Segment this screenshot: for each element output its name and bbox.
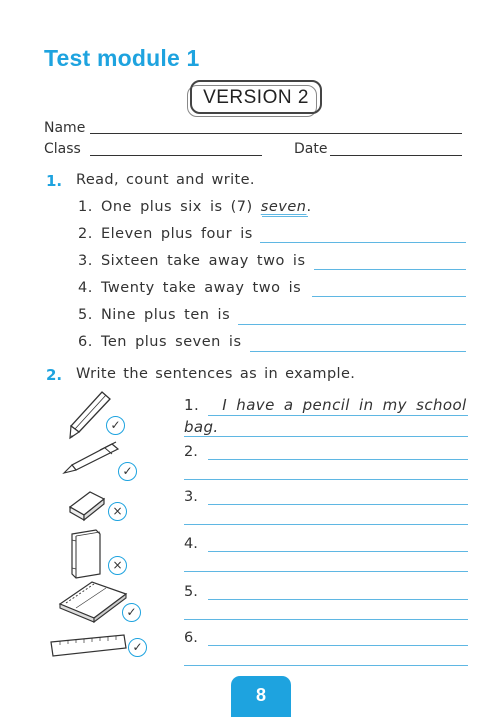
book-icon: [66, 528, 108, 580]
item-number: 2.: [78, 226, 93, 242]
name-label: Name: [44, 120, 86, 136]
item-text: One plus six is (7): [100, 199, 253, 215]
example-sentence-cont: bag.: [184, 418, 219, 436]
answer-line[interactable]: [208, 504, 468, 505]
task1-item-2: [78, 226, 253, 242]
task1-item-1: [78, 199, 312, 215]
slot-number: 6.: [184, 630, 198, 646]
item-text: Nine plus ten is: [100, 307, 231, 323]
answer-line[interactable]: [208, 551, 468, 552]
answer-line[interactable]: [184, 479, 468, 480]
pencil-icon: [64, 388, 114, 442]
answer-line[interactable]: [208, 599, 468, 600]
answer-line[interactable]: [184, 619, 468, 620]
pencil-case-icon: [56, 578, 132, 624]
answer-line[interactable]: [238, 324, 466, 325]
answer-line[interactable]: [312, 296, 466, 297]
class-line[interactable]: [90, 155, 262, 156]
item-text: Eleven plus four is: [100, 226, 253, 242]
ruler-icon: [48, 632, 128, 662]
task1-item-5: [78, 307, 230, 323]
item-number: 1.: [78, 199, 93, 215]
answer-line[interactable]: [314, 269, 466, 270]
page-title: Test module 1: [44, 45, 200, 71]
item-number: 6.: [78, 334, 93, 350]
answer-line[interactable]: [184, 571, 468, 572]
answer-line[interactable]: [250, 351, 466, 352]
page-number: 8: [255, 685, 266, 705]
answer-line[interactable]: [208, 645, 468, 646]
date-label: Date: [294, 141, 328, 157]
slot-number: 4.: [184, 536, 198, 552]
slot-number: 1.: [184, 396, 200, 414]
class-label: Class: [44, 141, 81, 157]
item-text: Sixteen take away two is: [100, 253, 306, 269]
check-mark: ✓: [106, 416, 125, 435]
answer-line: [208, 415, 468, 416]
item-tail: .: [306, 199, 312, 215]
task2-number: 2.: [46, 366, 63, 384]
task1-item-4: [78, 280, 301, 296]
pen-icon: [60, 440, 122, 476]
item-number: 5.: [78, 307, 93, 323]
slot-number: 2.: [184, 444, 198, 460]
item-number: 4.: [78, 280, 93, 296]
name-line[interactable]: [90, 133, 462, 134]
item-text: Ten plus seven is: [100, 334, 242, 350]
task2-instruction: Write the sentences as in example.: [76, 366, 356, 382]
slot-number: 3.: [184, 489, 198, 505]
example-sentence: [184, 396, 467, 414]
item-number: 3.: [78, 253, 93, 269]
example-line-1: I have a pencil in my school: [222, 396, 467, 414]
version-box: [190, 80, 322, 114]
example-answer: seven: [260, 199, 307, 215]
task1-item-3: [78, 253, 306, 269]
cross-mark: ×: [108, 556, 127, 575]
check-mark: ✓: [118, 462, 137, 481]
answer-line: [184, 436, 468, 437]
task1-number: 1.: [46, 172, 63, 190]
check-mark: ✓: [122, 603, 141, 622]
item-text: Twenty take away two is: [100, 280, 302, 296]
slot-number: 5.: [184, 584, 198, 600]
page-number-tab: [231, 676, 291, 717]
cross-mark: ×: [108, 502, 127, 521]
answer-line[interactable]: [208, 459, 468, 460]
answer-line: [262, 216, 308, 217]
answer-line[interactable]: [184, 524, 468, 525]
task1-instruction: Read, count and write.: [76, 172, 255, 188]
answer-line[interactable]: [260, 242, 466, 243]
check-mark: ✓: [128, 638, 147, 657]
answer-line[interactable]: [184, 665, 468, 666]
task1-item-6: [78, 334, 242, 350]
date-line[interactable]: [330, 155, 462, 156]
version-label: VERSION 2: [203, 87, 309, 108]
rubber-icon: [66, 487, 108, 523]
